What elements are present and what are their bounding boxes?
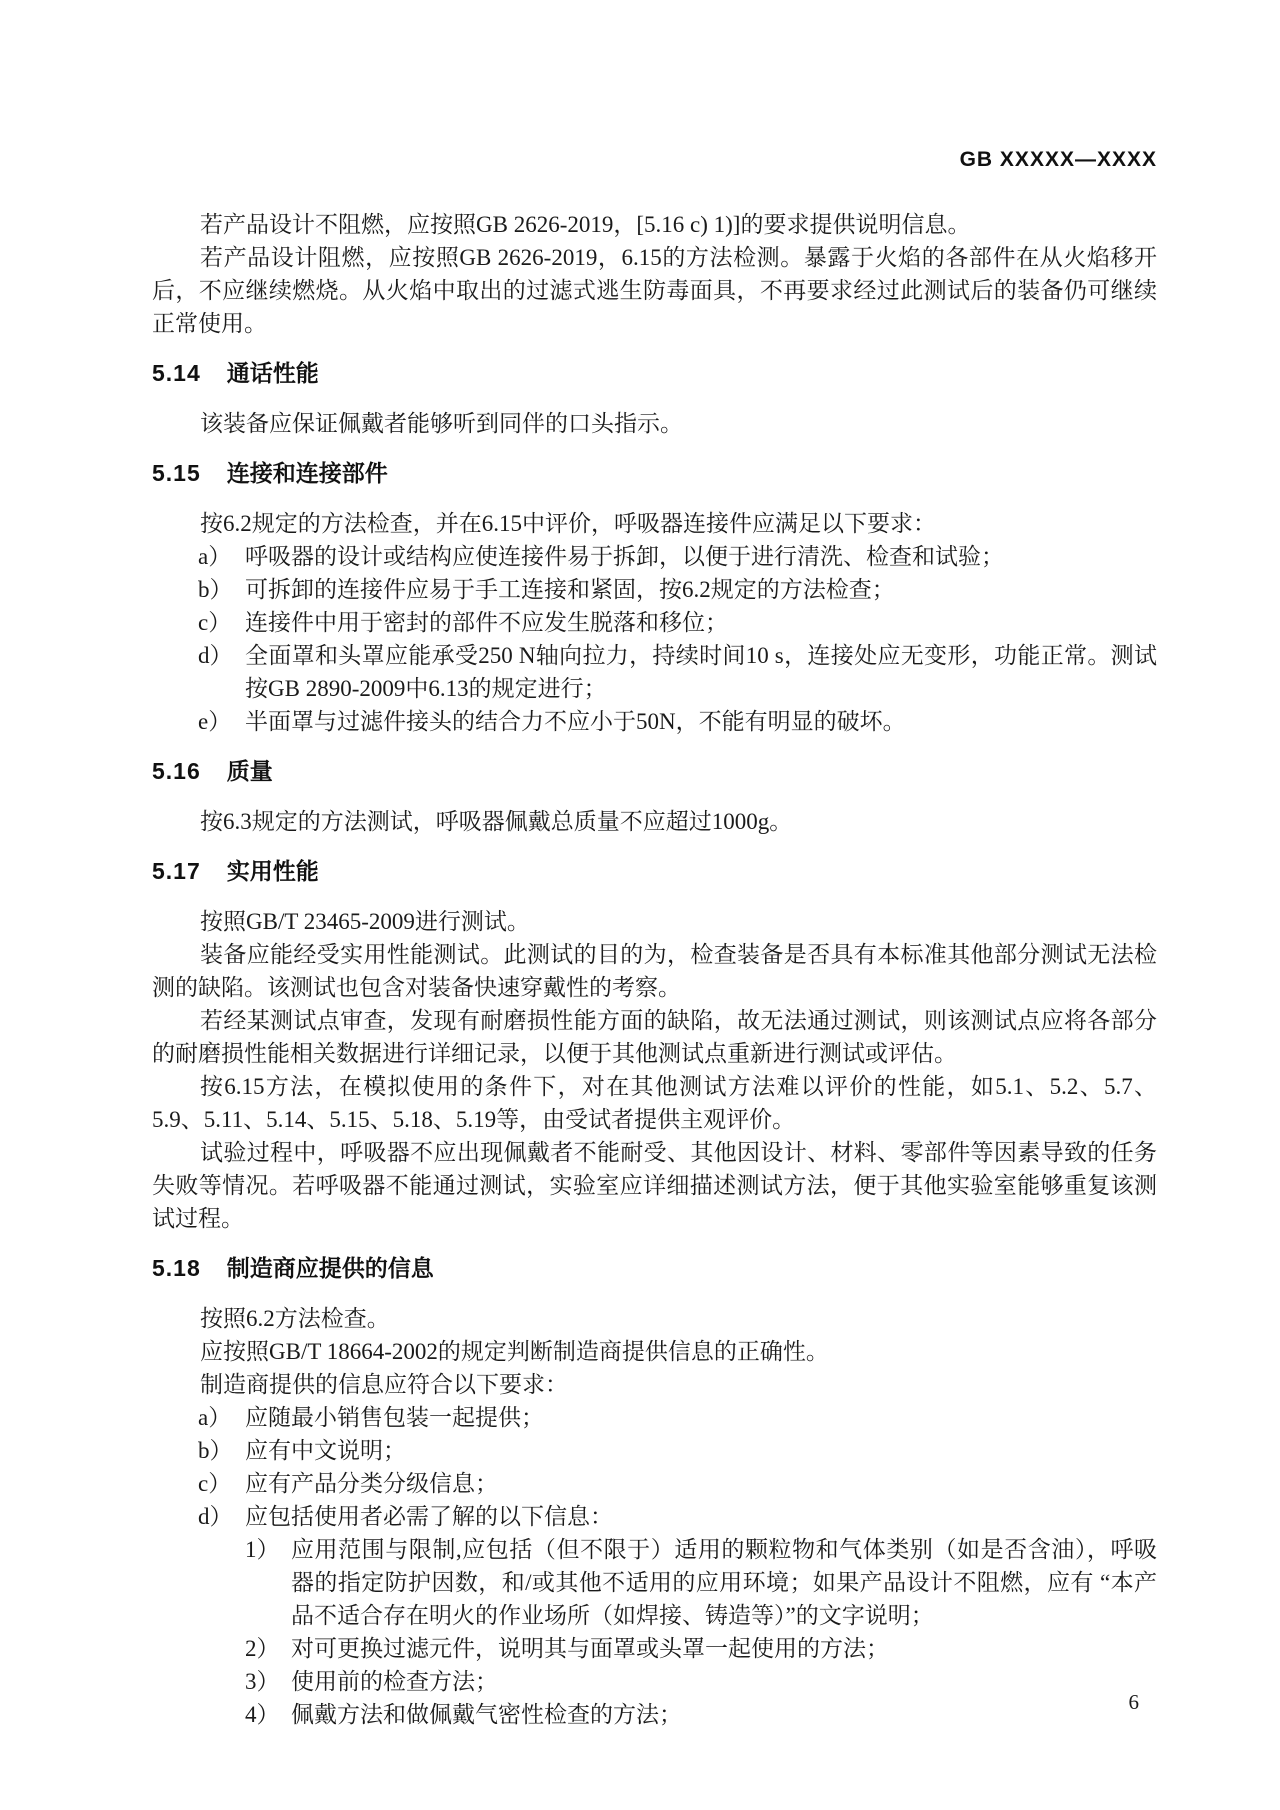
section-number: 5.14 (152, 360, 201, 386)
list-item (152, 540, 1157, 573)
paragraph: 若经某测试点审查，发现有耐磨损性能方面的缺陷，故无法通过测试，则该测试点应将各部分的耐磨损性能相关数据进行详细记录，以便于其他测试点重新进行测试或评估。 (152, 1008, 1157, 1066)
list-item-text: 呼吸器的设计或结构应使连接件易于拆卸，以便于进行清洗、检查和试验； (245, 544, 1004, 569)
list-item-text: 半面罩与过滤件接头的结合力不应小于50N，不能有明显的破坏。 (245, 709, 906, 734)
paragraph: 应按照GB/T 18664-2002的规定判断制造商提供信息的正确性。 (200, 1339, 829, 1364)
list-item-label: 2） (245, 1636, 280, 1661)
section-title: 质量 (226, 758, 273, 784)
list-item-text: 可拆卸的连接件应易于手工连接和紧固，按6.2规定的方法检查； (245, 577, 895, 602)
section-number: 5.16 (152, 758, 201, 784)
list-item-label: 4） (245, 1702, 280, 1727)
paragraph: 按照GB/T 23465-2009进行测试。 (200, 909, 530, 934)
list-item-label: b） (198, 1438, 233, 1463)
list-item-label: c） (198, 1471, 232, 1496)
section-title: 通话性能 (226, 360, 319, 386)
paragraph: 按6.3规定的方法测试，呼吸器佩戴总质量不应超过1000g。 (200, 809, 793, 834)
list-item-text: 应用范围与限制,应包括（但不限于）适用的颗粒物和气体类别（如是否含油），呼吸器的指定防护因数，和/或其他不适用的应用环境；如果产品设计不阻燃，应有 “本产品不适合存在明火的作业场所（如焊接、铸造等）”的文字说明； (291, 1537, 1157, 1628)
list-item (152, 1533, 1157, 1632)
list-item (152, 1467, 1157, 1500)
list-item (152, 639, 1157, 705)
list-item-text: 应随最小销售包装一起提供； (245, 1405, 544, 1430)
list-item (152, 606, 1157, 639)
section-heading (152, 457, 1157, 490)
list-item-text: 全面罩和头罩应能承受250 N轴向拉力，持续时间10 s，连接处应无变形，功能正常。测试按GB 2890-2009中6.13的规定进行； (245, 643, 1157, 701)
section-number: 5.17 (152, 858, 201, 884)
list-item-label: b） (198, 577, 233, 602)
list-item-text: 应包括使用者必需了解的以下信息： (245, 1504, 613, 1529)
list-item-text: 应有产品分类分级信息； (245, 1471, 498, 1496)
list-item (152, 1434, 1157, 1467)
section-title: 连接和连接部件 (226, 460, 388, 486)
list-item-label: d） (198, 1504, 233, 1529)
section-heading (152, 755, 1157, 788)
paragraph: 制造商提供的信息应符合以下要求： (200, 1372, 568, 1397)
list-item-label: 1） (245, 1537, 280, 1562)
list-item-text: 应有中文说明； (245, 1438, 406, 1463)
list-item-text: 连接件中用于密封的部件不应发生脱落和移位； (245, 610, 728, 635)
page-number: 6 (1128, 1690, 1139, 1714)
paragraph: 装备应能经受实用性能测试。此测试的目的为，检查装备是否具有本标准其他部分测试无法检测的缺陷。该测试也包含对装备快速穿戴性的考察。 (152, 942, 1157, 1000)
list-item-text: 对可更换过滤元件，说明其与面罩或头罩一起使用的方法； (291, 1636, 889, 1661)
list-item (152, 1401, 1157, 1434)
standard-code-header: GB XXXXX—XXXX (959, 148, 1157, 171)
section-number: 5.15 (152, 460, 201, 486)
list-item (152, 573, 1157, 606)
list-item-label: a） (198, 1405, 232, 1430)
list-item (152, 705, 1157, 738)
list-item-label: 3） (245, 1669, 280, 1694)
section-heading (152, 357, 1157, 390)
list-item (152, 1632, 1157, 1665)
paragraph: 该装备应保证佩戴者能够听到同伴的口头指示。 (200, 411, 683, 436)
section-title: 实用性能 (226, 858, 319, 884)
paragraph: 试验过程中，呼吸器不应出现佩戴者不能耐受、其他因设计、材料、零部件等因素导致的任务失败等情况。若呼吸器不能通过测试，实验室应详细描述测试方法，便于其他实验室能够重复该测试过程。 (152, 1140, 1157, 1231)
section-heading (152, 1252, 1157, 1285)
list-item-text: 佩戴方法和做佩戴气密性检查的方法； (291, 1702, 682, 1727)
paragraph: 按6.2规定的方法检查，并在6.15中评价，呼吸器连接件应满足以下要求： (200, 511, 936, 536)
list-item-label: a） (198, 544, 232, 569)
list-item (152, 1500, 1157, 1533)
list-item-label: c） (198, 610, 232, 635)
list-item-text: 使用前的检查方法； (291, 1669, 498, 1694)
document-content (152, 208, 1157, 1731)
list-item-label: d） (198, 643, 233, 668)
section-heading (152, 855, 1157, 888)
section-number: 5.18 (152, 1255, 201, 1281)
paragraph: 若产品设计阻燃，应按照GB 2626-2019，6.15的方法检测。暴露于火焰的各部件在从火焰移开后，不应继续燃烧。从火焰中取出的过滤式逃生防毒面具，不再要求经过此测试后的装备仍可继续正常使用。 (152, 245, 1157, 336)
paragraph: 若产品设计不阻燃，应按照GB 2626-2019，[5.16 c) 1)]的要求提供说明信息。 (200, 212, 971, 237)
section-title: 制造商应提供的信息 (226, 1255, 434, 1281)
paragraph: 按6.15方法，在模拟使用的条件下，对在其他测试方法难以评价的性能，如5.1、5.2、5.7、5.9、5.11、5.14、5.15、5.18、5.19等，由受试者提供主观评价。 (152, 1074, 1157, 1132)
paragraph: 按照6.2方法检查。 (200, 1306, 390, 1331)
list-item-label: e） (198, 709, 232, 734)
